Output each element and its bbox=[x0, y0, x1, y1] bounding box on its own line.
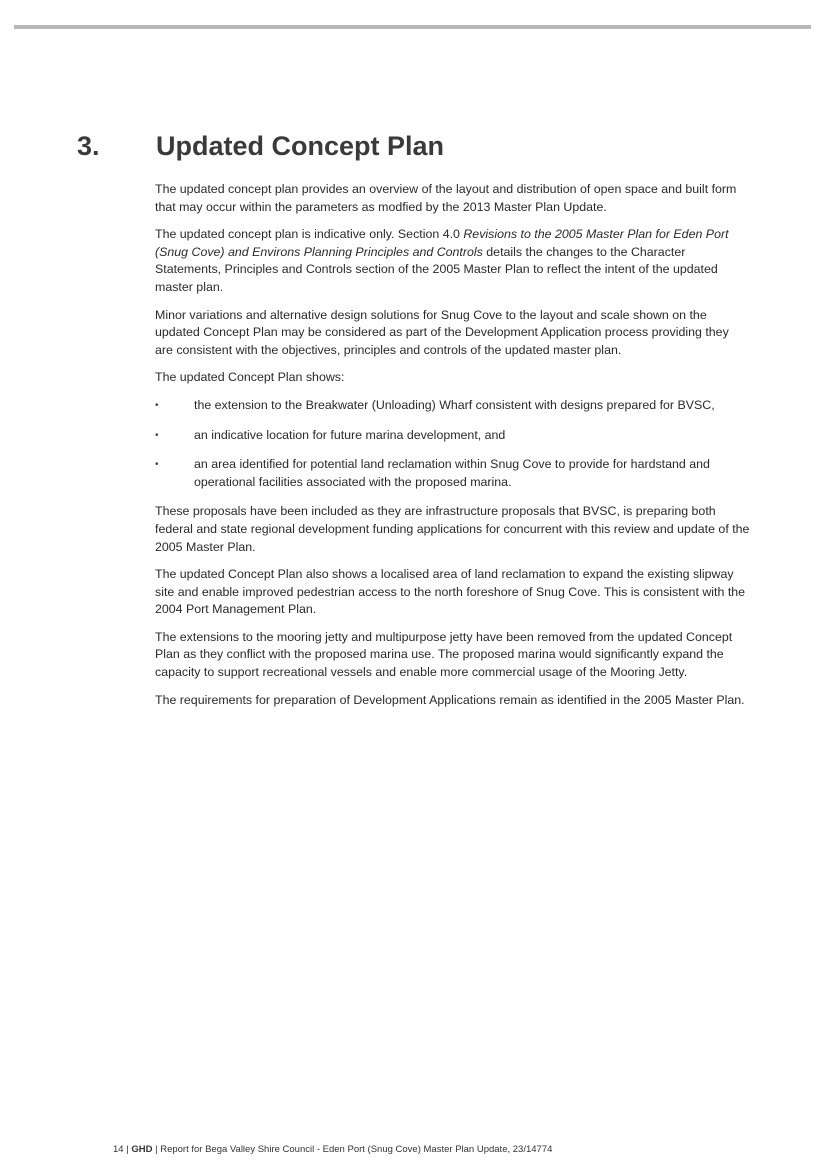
footer-brand: GHD bbox=[131, 1144, 153, 1155]
list-item-text: the extension to the Breakwater (Unloading) Wharf consistent with designs prepared for BVSC, bbox=[194, 397, 715, 412]
header-rule bbox=[14, 25, 811, 29]
paragraph-reclamation: The updated Concept Plan also shows a localised area of land reclamation to expand the existing slipway site and enable improved pedestrian access to the north foreshore of Snug Cove. This is consistent with the 2004 Port Management Plan. bbox=[155, 567, 746, 617]
section-title: Updated Concept Plan bbox=[156, 131, 445, 161]
list-item bbox=[155, 427, 750, 445]
paragraph-indicative-intro: The updated concept plan is indicative only. Section 4.0 bbox=[155, 227, 464, 242]
bullet-icon: • bbox=[155, 429, 159, 441]
footer-separator: | bbox=[152, 1144, 161, 1155]
paragraph-variations: Minor variations and alternative design solutions for Snug Cove to the layout and scale shown on the updated Concept Plan may be considered as part of the Development Application process providing they are consistent with the objectives, principles and controls of the updated master plan. bbox=[155, 307, 729, 357]
body-text bbox=[155, 181, 750, 719]
page-footer bbox=[113, 1144, 552, 1156]
section-number: 3. bbox=[77, 131, 100, 161]
paragraph-requirements: The requirements for preparation of Development Applications remain as identified in the 2005 Master Plan. bbox=[155, 692, 745, 707]
paragraph-indicative bbox=[155, 226, 750, 296]
paragraph-jetty-extensions: The extensions to the mooring jetty and multipurpose jetty have been removed from the updated Concept Plan as they conflict with the proposed marina use. The proposed marina would significantly expand the capacity to support recreational vessels and enable more commercial usage of the Mooring Jetty. bbox=[155, 629, 733, 680]
paragraph-indicative-rest: details the changes to the Character Statements, Principles and Controls section of the 2005 Master Plan to reflect the intent of the updated master plan. bbox=[155, 244, 718, 294]
bullet-icon: • bbox=[155, 399, 159, 411]
page-number: 14 bbox=[113, 1144, 124, 1155]
list-item-text: an area identified for potential land reclamation within Snug Cove to provide for hardstand and operational facilities associated with the proposed marina. bbox=[194, 457, 710, 489]
footer-separator: | bbox=[123, 1144, 132, 1155]
paragraph-plan-shows: The updated Concept Plan shows: bbox=[155, 370, 345, 385]
footer-report-title: Report for Bega Valley Shire Council - Eden Port (Snug Cove) Master Plan Update, 23/14774 bbox=[160, 1144, 553, 1155]
list-item bbox=[155, 456, 750, 491]
paragraph-overview: The updated concept plan provides an overview of the layout and distribution of open space and built form that may occur within the parameters as modfied by the 2013 Master Plan Update. bbox=[155, 182, 737, 214]
list-item bbox=[155, 397, 750, 415]
bullet-list bbox=[155, 397, 750, 491]
paragraph-proposals: These proposals have been included as they are infrastructure proposals that BVSC, is preparing both federal and state regional development funding applications for concurrent with this review and update of the 2005 Master Plan. bbox=[155, 504, 750, 554]
list-item-text: an indicative location for future marina development, and bbox=[194, 427, 506, 442]
bullet-icon: • bbox=[155, 459, 159, 471]
section-reference-title: Revisions to the 2005 Master Plan for Eden Port (Snug Cove) and Environs Planning Principles and Controls bbox=[155, 227, 729, 259]
